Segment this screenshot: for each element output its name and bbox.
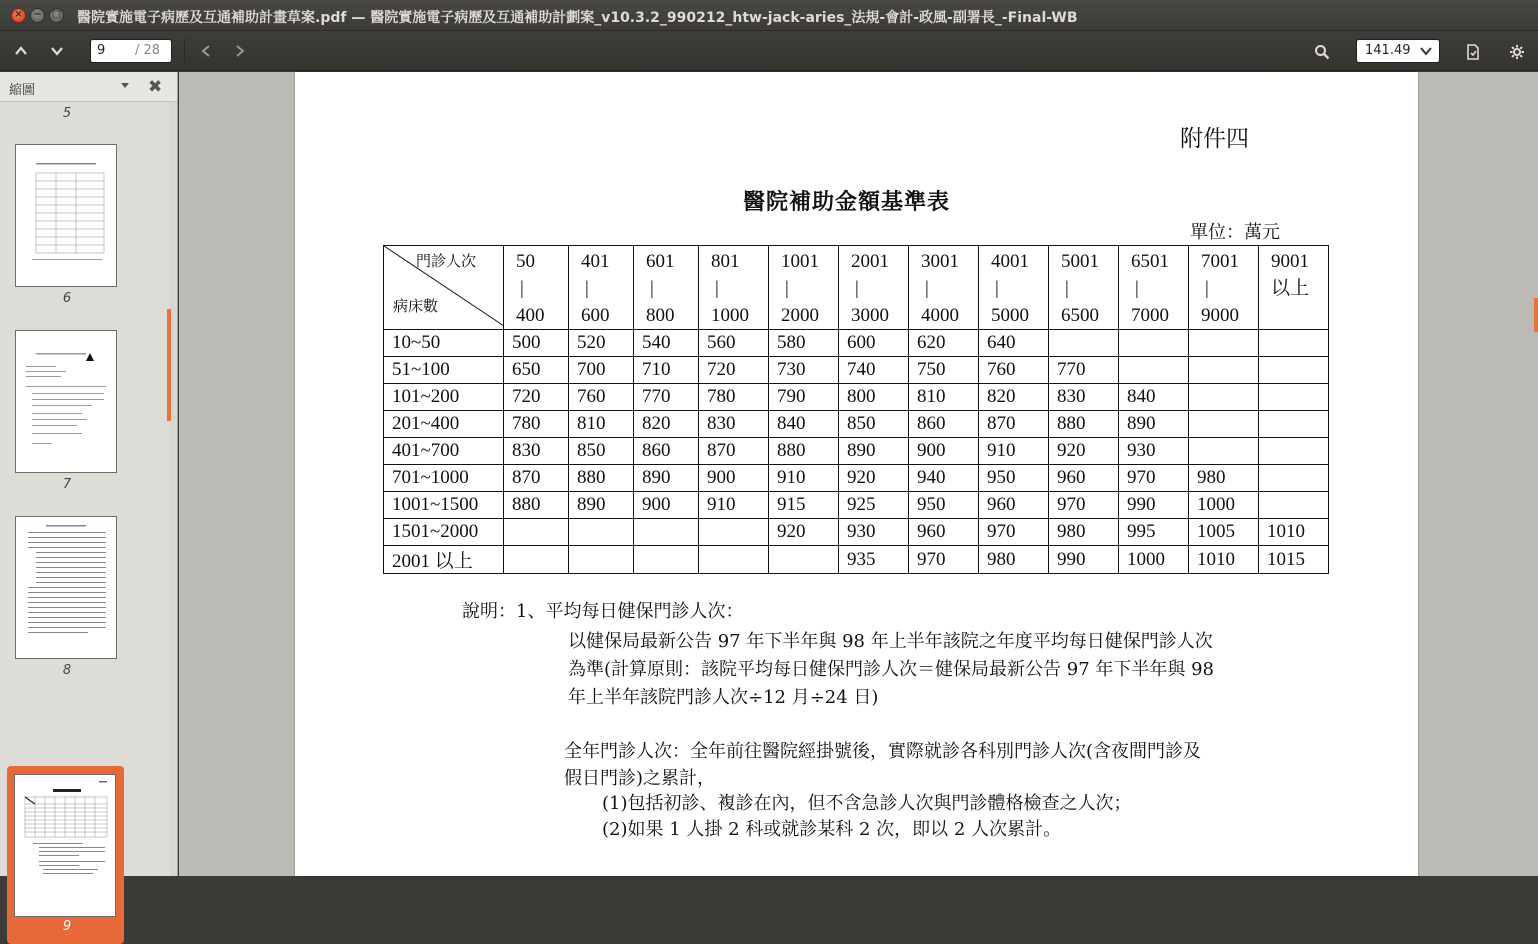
table-cell: 810 <box>909 384 979 411</box>
table-cell: 580 <box>769 330 839 357</box>
column-header-part: | <box>1205 278 1209 299</box>
back-icon <box>199 44 213 58</box>
page-preview <box>16 517 116 658</box>
corner-top-label: 門診人次 <box>416 252 477 270</box>
table-cell: 960 <box>1049 465 1119 492</box>
zoom-select[interactable] <box>1356 39 1440 63</box>
table-cell: 970 <box>909 546 979 574</box>
page-number-input[interactable]: 9 <box>97 43 106 58</box>
page-total: / 28 <box>135 43 161 58</box>
column-header-part: | <box>1135 278 1139 299</box>
gear-icon <box>1509 44 1525 60</box>
table-cell: 880 <box>1049 411 1119 438</box>
column-header-part: 7000 <box>1131 305 1169 326</box>
table-cell: 960 <box>909 519 979 546</box>
table-cell: 870 <box>979 411 1049 438</box>
sidebar-header <box>0 72 177 102</box>
window-close-button[interactable] <box>11 8 26 23</box>
row-label: 1501~2000 <box>384 519 504 546</box>
table-cell: 860 <box>909 411 979 438</box>
table-cell: 930 <box>839 519 909 546</box>
search-icon <box>1314 44 1330 60</box>
row-label: 701~1000 <box>384 465 504 492</box>
back-button[interactable] <box>193 38 219 64</box>
table-cell: 880 <box>504 492 569 519</box>
table-cell: 925 <box>839 492 909 519</box>
column-header-part: 3001 <box>921 251 959 272</box>
table-cell: 800 <box>839 384 909 411</box>
thumbnail-page[interactable] <box>14 774 116 917</box>
thumbnail-selected[interactable] <box>7 766 124 944</box>
table-cell: 1010 <box>1259 519 1329 546</box>
forward-button[interactable] <box>227 38 253 64</box>
column-header-part: 2001 <box>851 251 889 272</box>
column-header-part: 3000 <box>851 305 889 326</box>
document-viewer[interactable] <box>179 72 1538 876</box>
table-cell: 910 <box>699 492 769 519</box>
table-cell: 820 <box>634 411 699 438</box>
table-cell: 890 <box>634 465 699 492</box>
page-preview <box>16 145 116 286</box>
table-cell: 850 <box>839 411 909 438</box>
table-cell: 890 <box>839 438 909 465</box>
table-cell: 810 <box>569 411 634 438</box>
forward-icon <box>233 44 247 58</box>
thumbnail-scrollbar[interactable] <box>170 103 177 876</box>
table-cell: 540 <box>634 330 699 357</box>
row-label: 201~400 <box>384 411 504 438</box>
column-header-part: | <box>995 278 999 299</box>
table-cell: 840 <box>1119 384 1189 411</box>
table-cell: 790 <box>769 384 839 411</box>
table-cell: 520 <box>569 330 634 357</box>
dropdown-arrow-icon[interactable] <box>121 83 129 89</box>
column-header-part: | <box>925 278 929 299</box>
table-cell: 830 <box>699 411 769 438</box>
thumbnail-label: 6 <box>62 291 72 306</box>
notes-line: 以健保局最新公告 97 年下半年與 98 年上半年該院之年度平均每日健保門診人次 <box>568 631 1213 652</box>
table-cell: 760 <box>979 357 1049 384</box>
table-cell: 770 <box>1049 357 1119 384</box>
table-cell: 830 <box>504 438 569 465</box>
close-icon: × <box>14 9 23 20</box>
column-header-part: 400 <box>516 305 545 326</box>
table-cell: 1010 <box>1189 546 1259 574</box>
column-header-part: | <box>785 278 789 299</box>
thumbnail-list[interactable] <box>0 103 170 876</box>
table-cell: 940 <box>909 465 979 492</box>
table-cell: 760 <box>569 384 634 411</box>
column-header-part: 2000 <box>781 305 819 326</box>
row-label: 2001 以上 <box>384 546 504 574</box>
table-cell: 860 <box>634 438 699 465</box>
row-label: 1001~1500 <box>384 492 504 519</box>
table-cell: 870 <box>504 465 569 492</box>
document-icon <box>1465 44 1481 60</box>
table-cell: 950 <box>909 492 979 519</box>
chevron-down-icon <box>1419 44 1433 58</box>
table-cell: 980 <box>979 546 1049 574</box>
table-cell: 990 <box>1119 492 1189 519</box>
window-minimize-button[interactable] <box>30 8 45 23</box>
table-cell: 910 <box>979 438 1049 465</box>
attachment-label: 附件四 <box>1180 126 1249 152</box>
column-header-part: 9001 <box>1271 251 1309 272</box>
settings-button[interactable] <box>1502 38 1532 64</box>
table-cell: 900 <box>634 492 699 519</box>
notes-heading: 說明：1、平均每日健保門診人次： <box>462 601 744 622</box>
table-cell: 900 <box>909 438 979 465</box>
search-button[interactable] <box>1308 38 1336 64</box>
table-cell: 980 <box>1189 465 1259 492</box>
table-cell: 750 <box>909 357 979 384</box>
toolbar <box>0 31 1538 71</box>
table-cell: 740 <box>839 357 909 384</box>
table-cell: 1005 <box>1189 519 1259 546</box>
column-header-part: 600 <box>581 305 610 326</box>
column-header-part: 5001 <box>1061 251 1099 272</box>
row-label: 401~700 <box>384 438 504 465</box>
page-number-field[interactable] <box>90 39 172 63</box>
table-cell: 1000 <box>1189 492 1259 519</box>
chevron-up-icon <box>14 44 28 58</box>
title-bar <box>0 0 1538 31</box>
column-header-part: 601 <box>646 251 675 272</box>
thumbnail-page[interactable] <box>15 516 117 659</box>
document-page <box>295 72 1418 876</box>
column-header-part: 5000 <box>991 305 1029 326</box>
table-cell: 710 <box>634 357 699 384</box>
column-header-part: | <box>715 278 719 299</box>
window-maximize-button[interactable] <box>49 8 64 23</box>
row-label: 51~100 <box>384 357 504 384</box>
previous-page-button[interactable] <box>8 38 34 64</box>
column-header-part: 6500 <box>1061 305 1099 326</box>
table-cell: 980 <box>1049 519 1119 546</box>
table-cell: 640 <box>979 330 1049 357</box>
toolbar-separator <box>184 39 185 63</box>
notes-section <box>295 72 1418 876</box>
column-header-part: | <box>1065 278 1069 299</box>
maximize-icon: □ <box>51 9 62 20</box>
thumbnail-label: 7 <box>62 477 72 492</box>
page-title: 醫院補助金額基準表 <box>742 189 950 215</box>
chevron-down-icon <box>50 44 64 58</box>
column-header-part: 7001 <box>1201 251 1239 272</box>
table-cell: 770 <box>634 384 699 411</box>
thumbnail-page[interactable] <box>15 144 117 287</box>
column-header-part: | <box>650 278 654 299</box>
table-cell: 910 <box>769 465 839 492</box>
table-cell: 990 <box>1049 546 1119 574</box>
page-preview <box>16 331 116 472</box>
column-header-part: 401 <box>581 251 610 272</box>
sidebar <box>0 72 178 934</box>
unit-label: 單位：萬元 <box>1190 222 1280 243</box>
table-cell: 970 <box>1049 492 1119 519</box>
column-header-part: 1000 <box>711 305 749 326</box>
next-page-button[interactable] <box>44 38 70 64</box>
column-header-part: | <box>855 278 859 299</box>
table-cell: 970 <box>1119 465 1189 492</box>
table-cell: 620 <box>909 330 979 357</box>
table-cell: 730 <box>769 357 839 384</box>
table-cell: 880 <box>769 438 839 465</box>
column-header-part: 6501 <box>1131 251 1169 272</box>
table-cell: 780 <box>504 411 569 438</box>
table-cell: 935 <box>839 546 909 574</box>
column-header-part: 50 <box>516 251 535 272</box>
thumbnail-scrollbar-thumb[interactable] <box>167 309 171 421</box>
table-cell: 600 <box>839 330 909 357</box>
close-icon[interactable]: ✖ <box>148 77 163 97</box>
notes-line: (1)包括初診、複診在內，但不含急診人次與門診體格檢查之人次； <box>602 793 1132 814</box>
zoom-value: 141.49 <box>1365 43 1411 58</box>
table-cell: 1000 <box>1119 546 1189 574</box>
table-cell: 650 <box>504 357 569 384</box>
table-cell: 700 <box>569 357 634 384</box>
column-header-part: 800 <box>646 305 675 326</box>
notes-line: 年上半年該院門診人次÷12 月÷24 日) <box>568 687 879 708</box>
table-cell: 920 <box>1049 438 1119 465</box>
table-cell: 950 <box>979 465 1049 492</box>
table-cell: 500 <box>504 330 569 357</box>
table-cell: 890 <box>569 492 634 519</box>
table-cell: 915 <box>769 492 839 519</box>
table-cell: 995 <box>1119 519 1189 546</box>
table-cell: 870 <box>699 438 769 465</box>
page-preview <box>15 775 115 916</box>
column-header-part: | <box>585 278 589 299</box>
column-header-part: 9000 <box>1201 305 1239 326</box>
sidebar-mode-selector[interactable]: 縮圖 <box>9 83 36 98</box>
table-cell: 720 <box>504 384 569 411</box>
table-cell: 920 <box>839 465 909 492</box>
table-cell: 970 <box>979 519 1049 546</box>
corner-bottom-label: 病床數 <box>393 297 439 315</box>
table-cell: 1015 <box>1259 546 1329 574</box>
table-cell: 890 <box>1119 411 1189 438</box>
thumbnail-page[interactable] <box>15 330 117 473</box>
notes-line: 全年門診人次：全年前往醫院經掛號後，實際就診各科別門診人次(含夜間門診及 <box>564 741 1202 762</box>
column-header-part: 4000 <box>921 305 959 326</box>
table-cell: 560 <box>699 330 769 357</box>
table-cell: 830 <box>1049 384 1119 411</box>
column-header-part: 以上 <box>1271 278 1310 299</box>
notes-line: 假日門診)之累計， <box>564 768 716 789</box>
table-cell: 780 <box>699 384 769 411</box>
window-title: 醫院實施電子病歷及互通補助計畫草案.pdf — 醫院實施電子病歷及互通補助計劃案_v10.3.2_990212_htw-jack-aries_法規-會計-政風-副署長_-Final-WB <box>77 10 1078 26</box>
thumbnail-label: 5 <box>62 106 72 121</box>
table-cell: 930 <box>1119 438 1189 465</box>
table-cell: 960 <box>979 492 1049 519</box>
thumbnail-label: 8 <box>62 663 72 678</box>
document-properties-button[interactable] <box>1458 38 1488 64</box>
column-header-part: | <box>520 278 524 299</box>
viewer-scroll-indicator[interactable] <box>1534 298 1538 332</box>
table-cell: 900 <box>699 465 769 492</box>
table-cell: 880 <box>569 465 634 492</box>
minimize-icon: − <box>33 9 42 20</box>
column-header-part: 801 <box>711 251 740 272</box>
row-label: 101~200 <box>384 384 504 411</box>
table-cell: 720 <box>699 357 769 384</box>
thumbnail-label: 9 <box>62 919 72 934</box>
table-cell: 850 <box>569 438 634 465</box>
table-cell: 920 <box>769 519 839 546</box>
notes-line: (2)如果 1 人掛 2 科或就診某科 2 次，即以 2 人次累計。 <box>602 819 1062 840</box>
column-header-part: 4001 <box>991 251 1029 272</box>
table-cell: 820 <box>979 384 1049 411</box>
table-cell: 840 <box>769 411 839 438</box>
column-header-part: 1001 <box>781 251 819 272</box>
notes-line: 為準(計算原則：該院平均每日健保門診人次＝健保局最新公告 97 年下半年與 98 <box>568 659 1214 680</box>
row-label: 10~50 <box>384 330 504 357</box>
